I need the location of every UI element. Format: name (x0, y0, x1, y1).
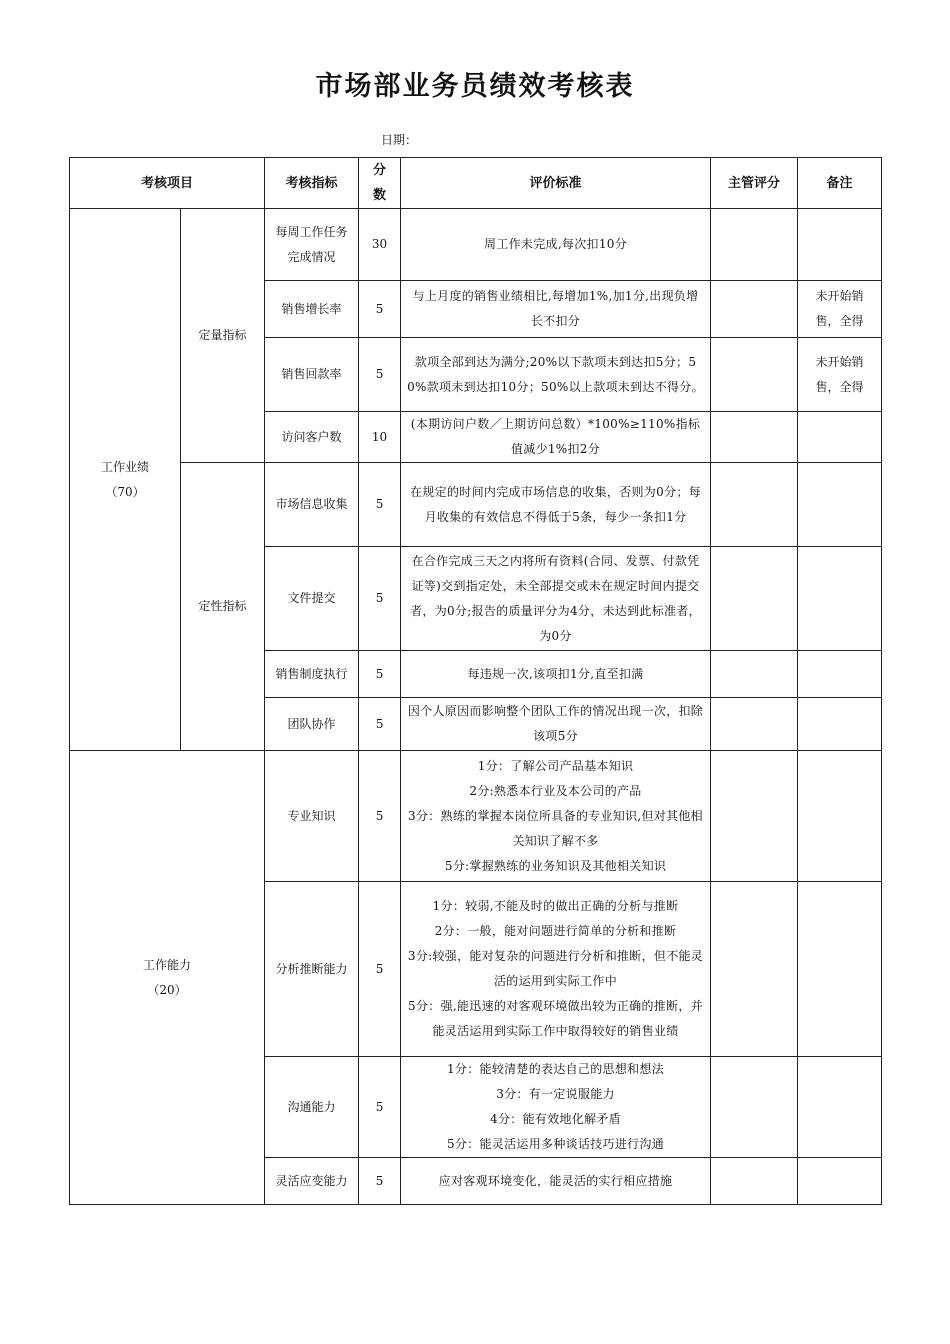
table-row (70, 751, 882, 882)
supervisor-score-cell[interactable] (711, 412, 798, 463)
standard-cell: 与上月度的销售业绩相比,每增加1%,加1分,出现负增长不扣分 (401, 281, 711, 338)
remark-cell (798, 547, 882, 651)
standard-cell: 在规定的时间内完成市场信息的收集，否则为0分；每月收集的有效信息不得低于5条，每少一条扣1分 (401, 463, 711, 547)
date-label: 日期： (381, 133, 418, 147)
score-cell: 5 (359, 751, 401, 882)
header-indicator: 考核指标 (265, 158, 359, 209)
supervisor-score-cell[interactable] (711, 547, 798, 651)
remark-cell: 未开始销售，全得 (798, 338, 882, 412)
table-row (70, 209, 882, 281)
remark-cell (798, 651, 882, 698)
indicator-cell: 销售增长率 (265, 281, 359, 338)
score-cell: 10 (359, 412, 401, 463)
table-row (70, 463, 882, 547)
indicator-cell: 团队协作 (265, 698, 359, 751)
supervisor-score-cell[interactable] (711, 338, 798, 412)
score-cell: 5 (359, 338, 401, 412)
section-name: 工作能力 （20） (70, 751, 265, 1205)
score-cell: 5 (359, 463, 401, 547)
header-supervisor: 主管评分 (711, 158, 798, 209)
score-cell: 5 (359, 882, 401, 1057)
score-cell: 5 (359, 1057, 401, 1158)
standard-cell: 1分：了解公司产品基本知识 2分:熟悉本行业及本公司的产品 3分：熟练的掌握本岗位所具备的专业知识,但对其他相关知识了解不多 5分:掌握熟练的业务知识及其他相关知识 (401, 751, 711, 882)
supervisor-score-cell[interactable] (711, 651, 798, 698)
indicator-cell: 市场信息收集 (265, 463, 359, 547)
indicator-cell: 销售制度执行 (265, 651, 359, 698)
header-score: 分 数 (359, 158, 401, 209)
indicator-cell: 分析推断能力 (265, 882, 359, 1057)
section-name: 工作业绩 （70） (70, 209, 181, 751)
remark-cell (798, 882, 882, 1057)
score-cell: 5 (359, 547, 401, 651)
page-title: 市场部业务员绩效考核表 (315, 71, 635, 102)
standard-cell: 1分：能较清楚的表达自己的思想和想法 3分：有一定说服能力 4分：能有效地化解矛盾 5分：能灵活运用多种谈话技巧进行沟通 (401, 1057, 711, 1158)
header-item: 考核项目 (70, 158, 265, 209)
standard-cell: (本期访问户数／上期访问总数）*100%≥110%指标值减少1%扣2分 (401, 412, 711, 463)
standard-cell: 在合作完成三天之内将所有资料(合同、发票、付款凭证等)交到指定处，未全部提交或未在规定时间内提交者，为0分;报告的质量评分为4分，未达到此标准者，为0分 (401, 547, 711, 651)
header-standard: 评价标准 (401, 158, 711, 209)
supervisor-score-cell[interactable] (711, 463, 798, 547)
indicator-cell: 每周工作任务完成情况 (265, 209, 359, 281)
remark-cell (798, 463, 882, 547)
header-remark: 备注 (798, 158, 882, 209)
remark-cell (798, 1057, 882, 1158)
indicator-cell: 访问客户数 (265, 412, 359, 463)
supervisor-score-cell[interactable] (711, 281, 798, 338)
standard-cell: 1分：较弱,不能及时的做出正确的分析与推断 2分：一般，能对问题进行简单的分析和推断 3分:较强，能对复杂的问题进行分析和推断，但不能灵活的运用到实际工作中 5分：强,能迅速的对客观环境做出较为正确的推断，并能灵活运用到实际工作中取得较好的销售业绩 (401, 882, 711, 1057)
indicator-cell: 专业知识 (265, 751, 359, 882)
score-cell: 5 (359, 1158, 401, 1205)
remark-cell (798, 1158, 882, 1205)
supervisor-score-cell[interactable] (711, 882, 798, 1057)
standard-cell: 因个人原因而影响整个团队工作的情况出现一次，扣除该项5分 (401, 698, 711, 751)
supervisor-score-cell[interactable] (711, 698, 798, 751)
supervisor-score-cell[interactable] (711, 751, 798, 882)
score-cell: 5 (359, 698, 401, 751)
remark-cell (798, 698, 882, 751)
standard-cell: 款项全部到达为满分;20%以下款项未到达扣5分；50%款项未到达扣10分；50%以上款项未到达不得分。 (401, 338, 711, 412)
remark-cell (798, 751, 882, 882)
header-row (70, 158, 882, 209)
standard-cell: 周工作未完成,每次扣10分 (401, 209, 711, 281)
score-cell: 5 (359, 651, 401, 698)
supervisor-score-cell[interactable] (711, 1057, 798, 1158)
indicator-cell: 文件提交 (265, 547, 359, 651)
indicator-cell: 销售回款率 (265, 338, 359, 412)
assessment-table (69, 157, 882, 1205)
indicator-cell: 灵活应变能力 (265, 1158, 359, 1205)
remark-cell: 未开始销售，全得 (798, 281, 882, 338)
remark-cell (798, 209, 882, 281)
score-cell: 5 (359, 281, 401, 338)
group-name: 定量指标 (181, 209, 265, 463)
group-name: 定性指标 (181, 463, 265, 751)
remark-cell (798, 412, 882, 463)
standard-cell: 每违规一次,该项扣1分,直至扣满 (401, 651, 711, 698)
supervisor-score-cell[interactable] (711, 209, 798, 281)
indicator-cell: 沟通能力 (265, 1057, 359, 1158)
supervisor-score-cell[interactable] (711, 1158, 798, 1205)
score-cell: 30 (359, 209, 401, 281)
standard-cell: 应对客观环境变化，能灵活的实行相应措施 (401, 1158, 711, 1205)
